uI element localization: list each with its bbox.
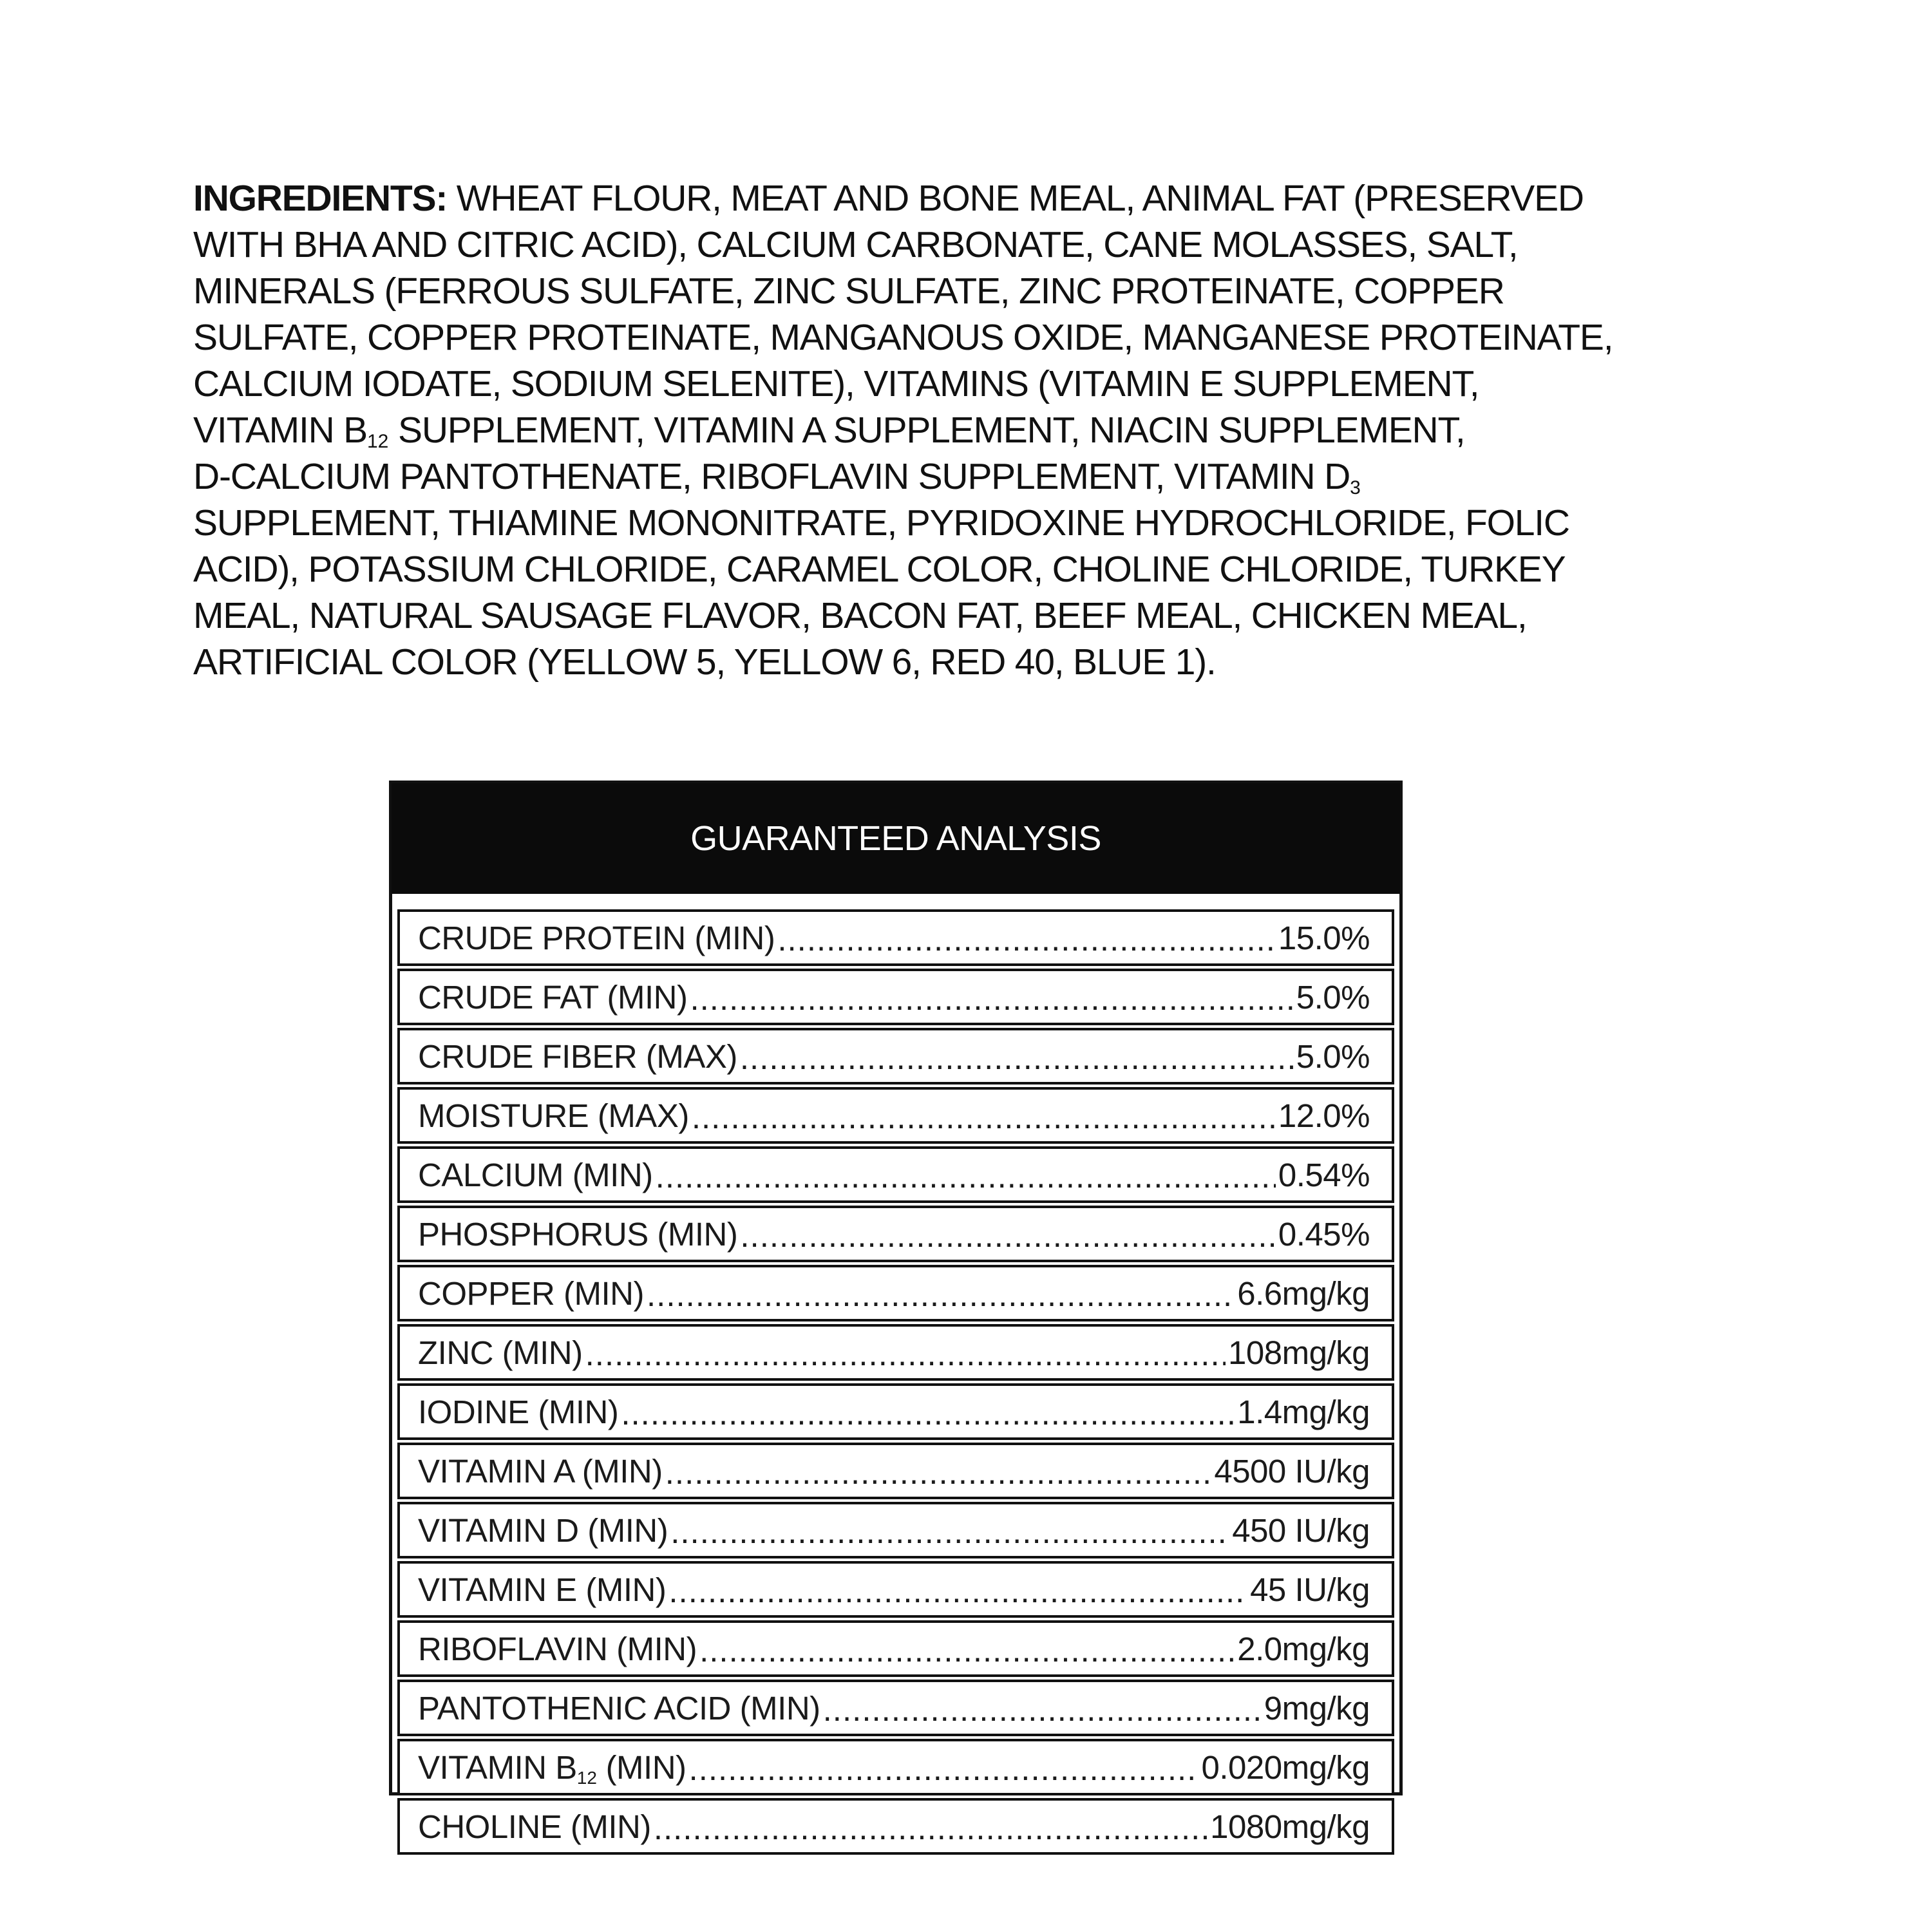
dot-leader xyxy=(740,1039,1294,1077)
analysis-row xyxy=(397,1680,1394,1736)
row-label: VITAMIN A (MIN) xyxy=(418,1452,663,1490)
dot-leader xyxy=(668,1572,1247,1610)
row-value: 0.020mg/kg xyxy=(1201,1748,1370,1786)
row-value: 108mg/kg xyxy=(1228,1334,1370,1371)
panel-title: GUARANTEED ANALYSIS xyxy=(392,783,1400,894)
row-label: ZINC (MIN) xyxy=(418,1334,583,1371)
ingredients-line-6 xyxy=(193,407,1771,453)
row-value: 2.0mg/kg xyxy=(1237,1630,1370,1667)
dot-leader xyxy=(665,1454,1212,1492)
row-label: RIBOFLAVIN (MIN) xyxy=(418,1630,697,1667)
ingredients-line-1 xyxy=(193,175,1771,222)
dot-leader xyxy=(699,1631,1235,1669)
row-value: 9mg/kg xyxy=(1264,1689,1370,1727)
analysis-row xyxy=(397,1206,1394,1262)
row-label: CRUDE FAT (MIN) xyxy=(418,978,688,1016)
subscript-12: 12 xyxy=(367,431,389,452)
row-value: 5.0% xyxy=(1296,978,1370,1016)
row-label: VITAMIN D (MIN) xyxy=(418,1511,668,1549)
ingredients-paragraph xyxy=(193,175,1771,685)
ingredients-line-7 xyxy=(193,453,1771,500)
row-label: CHOLINE (MIN) xyxy=(418,1808,651,1845)
row-value: 12.0% xyxy=(1278,1097,1370,1134)
ingredients-text: D-CALCIUM PANTOTHENATE, RIBOFLAVIN SUPPLEMENT, VITAMIN D xyxy=(193,456,1350,497)
analysis-row xyxy=(397,1383,1394,1440)
ingredients-line-11: ARTIFICIAL COLOR (YELLOW 5, YELLOW 6, RED 40, BLUE 1). xyxy=(193,641,1216,683)
subscript-12: 12 xyxy=(576,1767,597,1788)
row-label: PANTOTHENIC ACID (MIN) xyxy=(418,1689,820,1727)
row-value: 0.54% xyxy=(1278,1156,1370,1193)
ingredients-label: INGREDIENTS: xyxy=(193,178,448,219)
dot-leader xyxy=(670,1513,1229,1551)
analysis-row xyxy=(397,909,1394,966)
analysis-row xyxy=(397,1265,1394,1321)
row-value: 0.45% xyxy=(1278,1215,1370,1253)
row-label-text: VITAMIN B xyxy=(418,1748,577,1786)
ingredients-line-2: WITH BHA AND CITRIC ACID), CALCIUM CARBONATE, CANE MOLASSES, SALT, xyxy=(193,224,1518,265)
row-value: 5.0% xyxy=(1296,1037,1370,1075)
ingredients-line-3: MINERALS (FERROUS SULFATE, ZINC SULFATE, ZINC PROTEINATE, COPPER xyxy=(193,270,1504,312)
ingredients-line-10: MEAL, NATURAL SAUSAGE FLAVOR, BACON FAT, BEEF MEAL, CHICKEN MEAL, xyxy=(193,595,1527,636)
dot-leader xyxy=(690,980,1293,1018)
analysis-row xyxy=(397,1443,1394,1499)
dot-leader xyxy=(656,1157,1276,1195)
dot-leader xyxy=(823,1690,1262,1728)
dot-leader xyxy=(585,1335,1226,1373)
dot-leader xyxy=(647,1276,1235,1314)
dot-leader xyxy=(740,1217,1276,1255)
analysis-row xyxy=(397,1028,1394,1084)
ingredients-line-8: SUPPLEMENT, THIAMINE MONONITRATE, PYRIDOXINE HYDROCHLORIDE, FOLIC xyxy=(193,502,1569,544)
analysis-row xyxy=(397,1739,1394,1795)
row-value: 1080mg/kg xyxy=(1210,1808,1370,1845)
dot-leader xyxy=(621,1394,1235,1432)
row-label: PHOSPHORUS (MIN) xyxy=(418,1215,738,1253)
ingredients-line-4: SULFATE, COPPER PROTEINATE, MANGANOUS OXIDE, MANGANESE PROTEINATE, xyxy=(193,317,1613,358)
row-label-text: (MIN) xyxy=(596,1748,687,1786)
row-value: 6.6mg/kg xyxy=(1237,1274,1370,1312)
analysis-row xyxy=(397,1798,1394,1855)
analysis-rows xyxy=(392,894,1399,1855)
analysis-row xyxy=(397,1087,1394,1144)
ingredients-text: SUPPLEMENT, VITAMIN A SUPPLEMENT, NIACIN SUPPLEMENT, xyxy=(388,410,1465,451)
ingredients-text: VITAMIN B xyxy=(193,410,367,451)
ingredients-text: WHEAT FLOUR, MEAT AND BONE MEAL, ANIMAL FAT (PRESERVED xyxy=(447,178,1584,219)
dot-leader xyxy=(777,920,1276,958)
analysis-row xyxy=(397,1146,1394,1203)
dot-leader xyxy=(654,1809,1208,1847)
dot-leader xyxy=(692,1098,1276,1136)
analysis-row xyxy=(397,1324,1394,1381)
row-label: MOISTURE (MAX) xyxy=(418,1097,689,1134)
subscript-3: 3 xyxy=(1350,477,1361,498)
analysis-row xyxy=(397,1502,1394,1558)
row-value: 15.0% xyxy=(1278,919,1370,956)
ingredients-line-5: CALCIUM IODATE, SODIUM SELENITE), VITAMINS (VITAMIN E SUPPLEMENT, xyxy=(193,363,1479,404)
row-value: 1.4mg/kg xyxy=(1237,1393,1370,1430)
row-value: 450 IU/kg xyxy=(1232,1511,1370,1549)
row-label: CALCIUM (MIN) xyxy=(418,1156,653,1193)
row-label: CRUDE FIBER (MAX) xyxy=(418,1037,737,1075)
analysis-row xyxy=(397,969,1394,1025)
row-label xyxy=(418,1748,687,1786)
row-label: IODINE (MIN) xyxy=(418,1393,619,1430)
row-label: VITAMIN E (MIN) xyxy=(418,1571,667,1608)
row-label: COPPER (MIN) xyxy=(418,1274,644,1312)
analysis-row xyxy=(397,1620,1394,1677)
ingredients-line-9: ACID), POTASSIUM CHLORIDE, CARAMEL COLOR, CHOLINE CHLORIDE, TURKEY xyxy=(193,549,1566,590)
dot-leader xyxy=(689,1750,1199,1788)
row-value: 45 IU/kg xyxy=(1250,1571,1370,1608)
row-value: 4500 IU/kg xyxy=(1214,1452,1370,1490)
row-label: CRUDE PROTEIN (MIN) xyxy=(418,919,775,956)
guaranteed-analysis-panel xyxy=(389,781,1403,1845)
analysis-row xyxy=(397,1561,1394,1618)
